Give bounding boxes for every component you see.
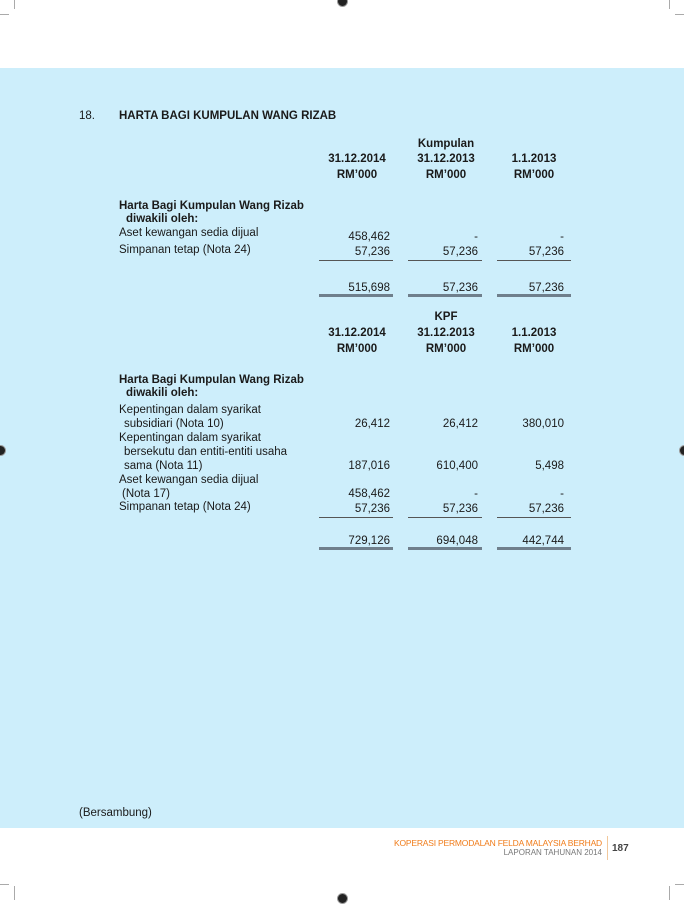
kpf-row-value: 5,498 bbox=[535, 460, 564, 472]
kpf-col1-date: 31.12.2014 bbox=[328, 327, 386, 339]
crop-mark-top-left-h bbox=[0, 14, 9, 15]
continued-label: (Bersambung) bbox=[79, 807, 152, 819]
page-number: 187 bbox=[612, 843, 629, 854]
subtotal-line bbox=[319, 517, 393, 518]
total-double-line bbox=[319, 294, 393, 297]
total-double-line bbox=[319, 547, 393, 550]
subtotal-line bbox=[408, 260, 482, 261]
subtotal-line bbox=[408, 517, 482, 518]
registration-mark-bottom-icon bbox=[337, 893, 348, 904]
kpf-col2-date: 31.12.2013 bbox=[417, 327, 475, 339]
group-col3-date: 1.1.2013 bbox=[511, 153, 557, 165]
kpf-total-value: 694,048 bbox=[436, 535, 478, 547]
kpf-row-label: Kepentingan dalam syarikat bbox=[119, 404, 261, 416]
group-row-value: 57,236 bbox=[528, 246, 564, 258]
subtotal-line bbox=[497, 260, 571, 261]
group-col2-date: 31.12.2013 bbox=[417, 153, 475, 165]
group-section-subtitle: diwakili oleh: bbox=[126, 213, 199, 225]
kpf-col3-unit: RM’000 bbox=[513, 343, 555, 355]
kpf-row-value: 26,412 bbox=[442, 418, 478, 430]
group-total-value: 57,236 bbox=[442, 282, 478, 294]
content-panel bbox=[0, 68, 684, 828]
registration-mark-top-icon bbox=[337, 0, 348, 7]
footer-organization: KOPERASI PERMODALAN FELDA MALAYSIA BERHAD bbox=[394, 838, 602, 848]
kpf-row-value: 26,412 bbox=[354, 418, 390, 430]
crop-mark-bottom-right-h bbox=[675, 884, 684, 885]
subtotal-line bbox=[497, 517, 571, 518]
kpf-heading: KPF bbox=[434, 311, 458, 323]
total-double-line bbox=[497, 294, 571, 297]
kpf-row-value: - bbox=[474, 488, 478, 500]
group-col3-unit: RM’000 bbox=[513, 169, 555, 181]
kpf-row-label: Kepentingan dalam syarikat bbox=[119, 432, 261, 444]
group-row-value: 57,236 bbox=[354, 246, 390, 258]
group-section-title: Harta Bagi Kumpulan Wang Rizab bbox=[119, 200, 304, 212]
footer-divider bbox=[607, 836, 608, 860]
kpf-row-label: subsidiari (Nota 10) bbox=[124, 418, 224, 430]
subtotal-line bbox=[319, 260, 393, 261]
crop-mark-bottom-left-v bbox=[14, 886, 15, 900]
group-row-value: 458,462 bbox=[348, 231, 390, 243]
kpf-row-value: - bbox=[560, 488, 564, 500]
group-row-label: Simpanan tetap (Nota 24) bbox=[119, 244, 251, 256]
kpf-row-label: (Nota 17) bbox=[122, 488, 170, 500]
kpf-total-value: 729,126 bbox=[348, 535, 390, 547]
kpf-row-label: sama (Nota 11) bbox=[124, 460, 203, 472]
kpf-row-label: Simpanan tetap (Nota 24) bbox=[119, 501, 251, 513]
kpf-row-value: 57,236 bbox=[442, 503, 478, 515]
kpf-row-value: 458,462 bbox=[348, 488, 390, 500]
group-heading: Kumpulan bbox=[417, 138, 475, 150]
kpf-col1-unit: RM’000 bbox=[336, 343, 378, 355]
group-row-value: - bbox=[474, 231, 478, 243]
kpf-row-label: bersekutu dan entiti-entiti usaha bbox=[124, 446, 288, 458]
group-total-value: 515,698 bbox=[348, 282, 390, 294]
note-number: 18. bbox=[79, 110, 95, 122]
crop-mark-top-right-h bbox=[675, 14, 684, 15]
crop-mark-bottom-right-v bbox=[669, 886, 670, 900]
kpf-section-subtitle: diwakili oleh: bbox=[126, 387, 199, 399]
footer-report-title: LAPORAN TAHUNAN 2014 bbox=[503, 848, 602, 857]
kpf-section-title: Harta Bagi Kumpulan Wang Rizab bbox=[119, 374, 304, 386]
kpf-col3-date: 1.1.2013 bbox=[511, 327, 557, 339]
kpf-row-value: 57,236 bbox=[528, 503, 564, 515]
kpf-row-value: 57,236 bbox=[354, 503, 390, 515]
group-col1-unit: RM’000 bbox=[336, 169, 378, 181]
group-row-value: 57,236 bbox=[442, 246, 478, 258]
note-title: HARTA BAGI KUMPULAN WANG RIZAB bbox=[119, 110, 337, 122]
total-double-line bbox=[408, 547, 482, 550]
kpf-col2-unit: RM’000 bbox=[425, 343, 467, 355]
kpf-row-value: 380,010 bbox=[522, 418, 564, 430]
crop-mark-top-left-v bbox=[14, 0, 15, 9]
total-double-line bbox=[408, 294, 482, 297]
group-col2-unit: RM’000 bbox=[425, 169, 467, 181]
crop-mark-bottom-left-h bbox=[0, 884, 9, 885]
kpf-total-value: 442,744 bbox=[522, 535, 564, 547]
total-double-line bbox=[497, 547, 571, 550]
group-total-value: 57,236 bbox=[528, 282, 564, 294]
group-row-value: - bbox=[560, 231, 564, 243]
group-col1-date: 31.12.2014 bbox=[328, 153, 386, 165]
kpf-row-label: Aset kewangan sedia dijual bbox=[119, 474, 259, 486]
crop-mark-top-right-v bbox=[669, 0, 670, 9]
group-row-label: Aset kewangan sedia dijual bbox=[119, 227, 259, 239]
registration-mark-right-icon bbox=[679, 445, 684, 456]
kpf-row-value: 610,400 bbox=[436, 460, 478, 472]
kpf-row-value: 187,016 bbox=[348, 460, 390, 472]
